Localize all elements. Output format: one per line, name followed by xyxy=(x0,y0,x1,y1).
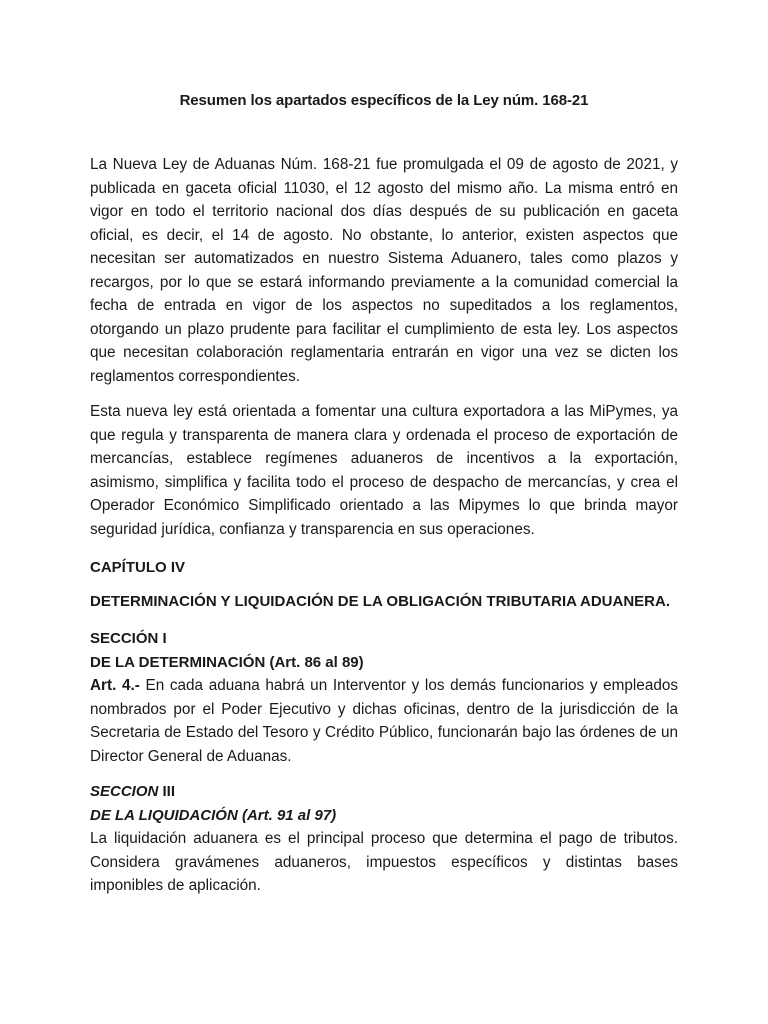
chapter-subheading: DETERMINACIÓN Y LIQUIDACIÓN DE LA OBLIGACIÓN TRIBUTARIA ADUANERA. xyxy=(90,592,670,610)
section-1-label: SECCIÓN I xyxy=(90,630,167,647)
mipymes-paragraph: Esta nueva ley está orientada a fomentar una cultura exportadora a las MiPymes, ya que regula y transparenta de manera clara y ordenada el proceso de exportación de mercancías, establece regímenes aduaneros de incentivos a la exportación, asimismo, simplifica y facilita todo el proceso de despacho de mercancías, y crea el Operador Económico Simplificado orientado a las Mipymes lo que brinda mayor seguridad jurídica, confianza y transparencia en sus operaciones. xyxy=(90,403,678,538)
section-3-label-number: III xyxy=(158,783,176,800)
article-paragraph xyxy=(90,674,678,768)
section-3-label-word: SECCION xyxy=(90,783,159,800)
document-title: Resumen los apartados específicos de la Ley núm. 168-21 xyxy=(179,92,589,109)
chapter-heading: CAPÍTULO IV xyxy=(90,559,186,576)
section-1-block xyxy=(90,627,678,768)
intro-paragraph: La Nueva Ley de Aduanas Núm. 168-21 fue promulgada el 09 de agosto de 2021, y publicada en gaceta oficial 11030, el 12 agosto del mismo año. La misma entró en vigor en todo el territorio nacional dos días después de su publicación en gaceta oficial, es decir, el 14 de agosto. No obstante, lo anterior, existen aspectos que necesitan ser automatizados en nuestro Sistema Aduanero, tales como plazos y recargos, por lo que se estará informando previamente a la comunidad comercial la fecha de entrada en vigor de los aspectos no supeditados a los reglamentos, otorgando un plazo prudente para facilitar el cumplimiento de esta ley. Los aspectos que necesitan colaboración reglamentaria entrarán en vigor una vez se dicten los reglamentos correspondientes. xyxy=(90,156,678,385)
section-1-title: DE LA DETERMINACIÓN (Art. 86 al 89) xyxy=(90,653,364,671)
article-text: En cada aduana habrá un Interventor y los demás funcionarios y empleados nombrados por el Poder Ejecutivo y dichas oficinas, dentro de la jurisdicción de la Secretaria de Estado del Tesoro y Crédito Público, funcionarán bajo las órdenes de un Director General de Aduanas. xyxy=(90,677,678,765)
article-label: Art. 4.- xyxy=(90,677,140,694)
section-3-block xyxy=(90,780,678,898)
document-page xyxy=(90,92,678,898)
section-3-title-range: (Art. 91 al 97) xyxy=(237,806,337,824)
section-3-title xyxy=(90,804,678,828)
liquidation-paragraph: La liquidación aduanera es el principal proceso que determina el pago de tributos. Considera gravámenes aduaneros, impuestos específicos y distintas bases imponibles de aplicación. xyxy=(90,830,678,894)
section-3-title-text: DE LA LIQUIDACIÓN xyxy=(90,806,238,824)
section-3-label xyxy=(90,780,678,804)
